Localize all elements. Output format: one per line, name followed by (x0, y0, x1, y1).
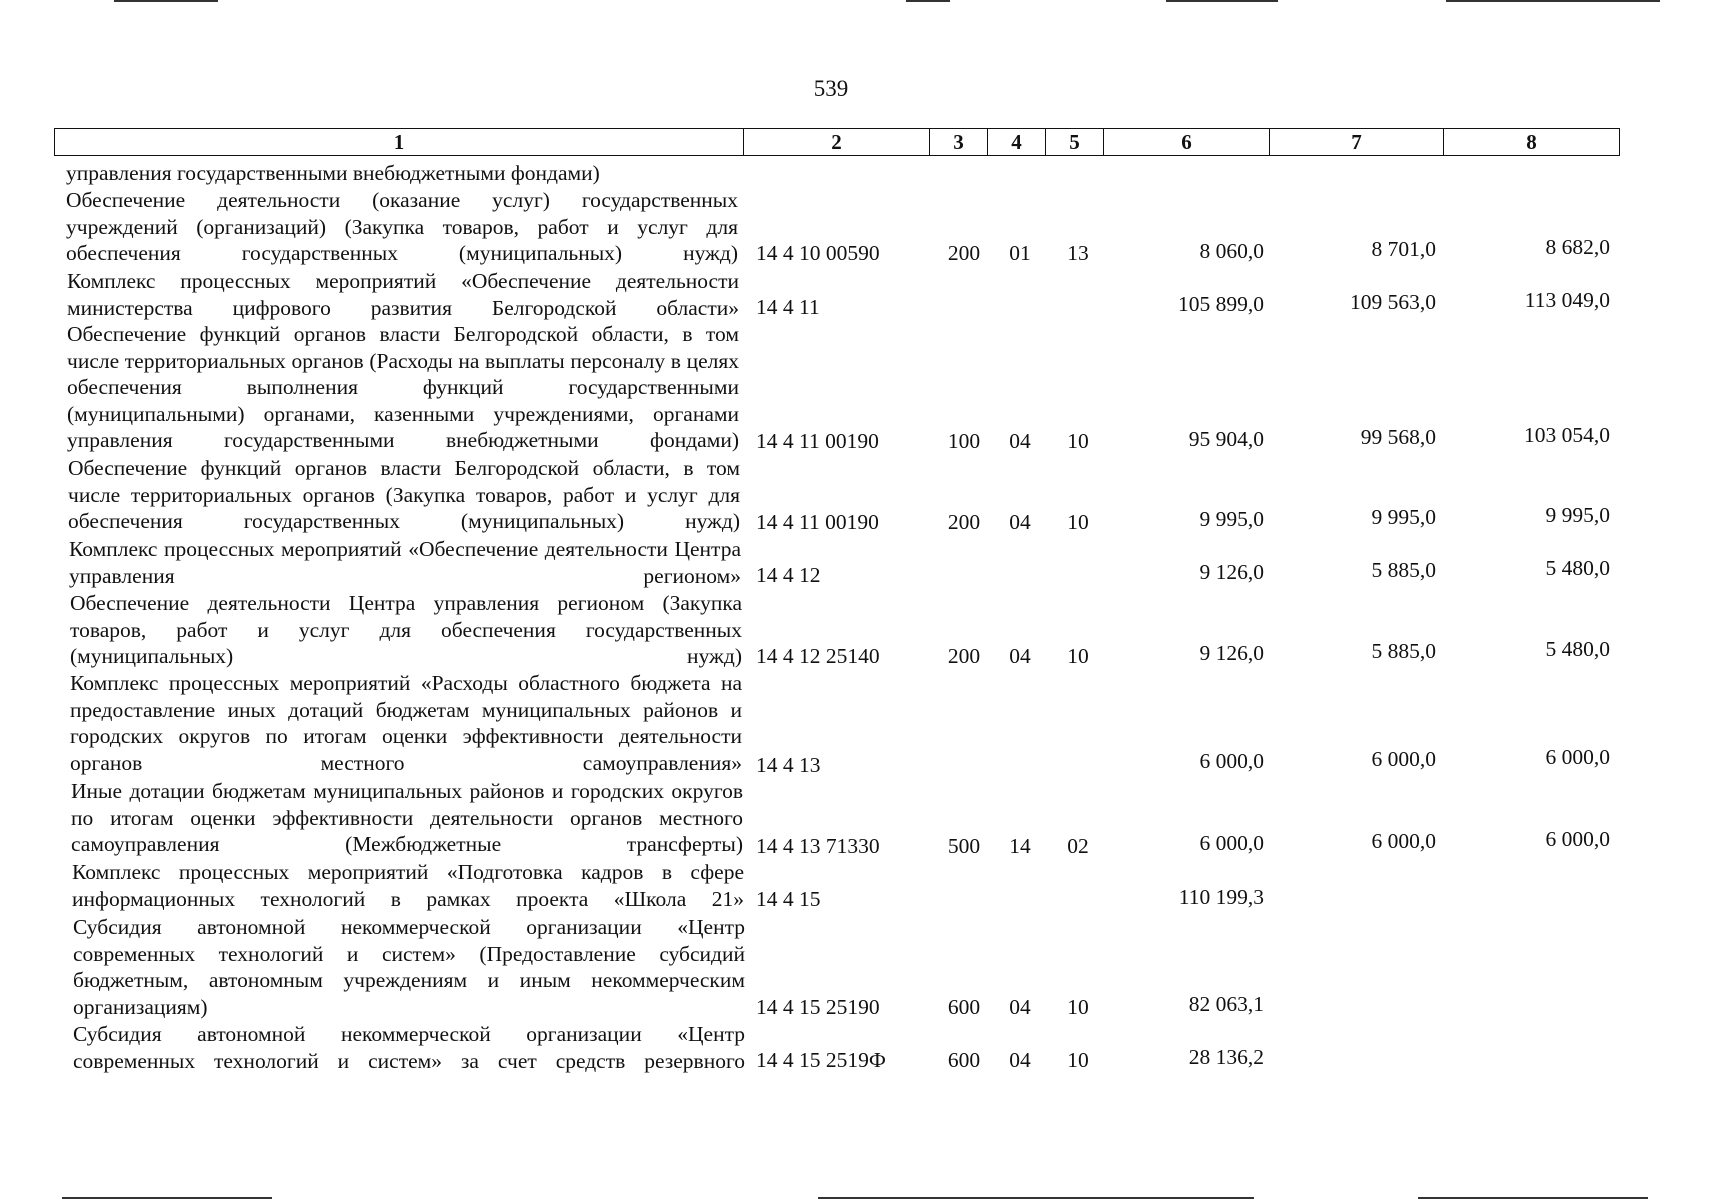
row-col-4: 04 (1009, 1048, 1031, 1072)
row-code: 14 4 10 00590 (756, 241, 880, 265)
row-value-col-7: 6 000,0 (1371, 747, 1436, 771)
row-value-col-6: 105 899,0 (1178, 292, 1264, 316)
row-description: Комплекс процессных мероприятий «Расходы областного бюджета на предоставление иных дотаций бюджетам муниципальных районов и городских округов по итогам оценки эффективности деятельности органов местного самоуправления» (70, 671, 742, 775)
header-col-5: 5 (1045, 129, 1103, 155)
row-description: Обеспечение деятельности (оказание услуг) государственных учреждений (организаций) (Закупка товаров, работ и услуг для обеспечения государственных (муниципальных) нужд) (66, 188, 738, 266)
page-number: 539 (813, 76, 849, 101)
row-value-col-7: 5 885,0 (1371, 639, 1436, 663)
row-col-5: 10 (1067, 429, 1089, 453)
header-col-7: 7 (1269, 129, 1443, 155)
scan-edge-line (906, 0, 950, 2)
scan-edge-line (62, 1197, 272, 1199)
row-col-5: 10 (1067, 510, 1089, 534)
scan-edge-line (1418, 1197, 1648, 1199)
row-value-col-7: 5 885,0 (1371, 558, 1436, 582)
row-value-col-7: 6 000,0 (1371, 829, 1436, 853)
row-value-col-6: 9 995,0 (1199, 507, 1264, 531)
row-value-col-8: 5 480,0 (1545, 637, 1610, 661)
header-col-6: 6 (1103, 129, 1269, 155)
row-col-5: 10 (1067, 995, 1089, 1019)
row-code: 14 4 15 (756, 887, 821, 911)
row-code: 14 4 13 (756, 753, 821, 777)
row-value-col-8: 6 000,0 (1545, 745, 1610, 769)
row-col-4: 04 (1009, 995, 1031, 1019)
row-col-3: 200 (947, 241, 981, 265)
row-code: 14 4 13 71330 (756, 834, 880, 858)
row-col-4: 04 (1009, 644, 1031, 668)
row-value-col-6: 6 000,0 (1199, 749, 1264, 773)
row-value-col-8: 6 000,0 (1545, 827, 1610, 851)
row-value-col-7: 109 563,0 (1350, 290, 1436, 314)
row-description: Иные дотации бюджетам муниципальных районов и городских округов по итогам оценки эффективности деятельности органов местного самоуправления (Межбюджетные трансферты) (71, 779, 743, 857)
row-description: Комплекс процессных мероприятий «Обеспечение деятельности министерства цифрового развития Белгородской области» (67, 269, 739, 320)
row-description: Субсидия автономной некоммерческой организации «Центр современных технологий и систем» (Предоставление субсидий бюджетным, автономным учреждениям и иным некоммерческим организациям) (73, 915, 745, 1019)
scan-edge-line (1446, 0, 1660, 2)
row-col-3: 200 (947, 644, 981, 668)
scan-edge-line (818, 1197, 1254, 1199)
row-value-col-7: 9 995,0 (1371, 505, 1436, 529)
row-col-3: 100 (947, 429, 981, 453)
row-value-col-7: 99 568,0 (1360, 425, 1436, 449)
row-description: Обеспечение функций органов власти Белгородской области, в том числе территориальных органов (Расходы на выплаты персоналу в целях обеспечения выполнения функций государственными (муниципальными) органами, казенными учреждениями, органами управления государственными внебюджетными фондами) (67, 322, 739, 453)
header-col-4: 4 (987, 129, 1045, 155)
row-value-col-6: 82 063,1 (1188, 992, 1264, 1016)
header-col-3: 3 (929, 129, 987, 155)
row-code: 14 4 15 2519Ф (756, 1048, 886, 1072)
row-description: Субсидия автономной некоммерческой организации «Центр современных технологий и систем» за счет средств резервного (73, 1022, 745, 1073)
row-value-col-8: 8 682,0 (1545, 235, 1610, 259)
row-col-4: 04 (1009, 429, 1031, 453)
row-description: управления государственными внебюджетными фондами) (66, 161, 600, 185)
row-value-col-6: 28 136,2 (1188, 1045, 1264, 1069)
header-col-1: 1 (393, 130, 405, 154)
row-code: 14 4 12 25140 (756, 644, 880, 668)
row-code: 14 4 11 00190 (756, 510, 879, 534)
row-value-col-8: 9 995,0 (1545, 503, 1610, 527)
row-value-col-6: 110 199,3 (1178, 885, 1264, 909)
row-col-4: 01 (1009, 241, 1031, 265)
scan-edge-line (1166, 0, 1278, 2)
row-col-5: 02 (1067, 834, 1089, 858)
row-value-col-6: 9 126,0 (1199, 560, 1264, 584)
row-col-5: 10 (1067, 644, 1089, 668)
row-col-5: 10 (1067, 1048, 1089, 1072)
row-value-col-8: 5 480,0 (1545, 556, 1610, 580)
row-code: 14 4 11 00190 (756, 429, 879, 453)
row-description: Обеспечение функций органов власти Белгородской области, в том числе территориальных органов (Закупка товаров, работ и услуг для обеспечения государственных (муниципальных) нужд) (68, 456, 740, 534)
row-description: Комплекс процессных мероприятий «Обеспечение деятельности Центра управления регионом» (69, 537, 741, 588)
row-value-col-8: 103 054,0 (1524, 423, 1610, 447)
table-header (54, 128, 1620, 156)
row-code: 14 4 15 25190 (756, 995, 880, 1019)
header-col-2: 2 (743, 129, 929, 155)
row-value-col-6: 95 904,0 (1188, 427, 1264, 451)
row-col-3: 500 (947, 834, 981, 858)
row-value-col-6: 6 000,0 (1199, 831, 1264, 855)
row-col-3: 600 (947, 995, 981, 1019)
row-code: 14 4 11 (756, 295, 820, 319)
row-col-3: 200 (947, 510, 981, 534)
row-value-col-6: 8 060,0 (1199, 239, 1264, 263)
row-value-col-6: 9 126,0 (1199, 641, 1264, 665)
row-value-col-7: 8 701,0 (1371, 237, 1436, 261)
scan-edge-line (114, 0, 218, 2)
row-description: Комплекс процессных мероприятий «Подготовка кадров в сфере информационных технологий в рамках проекта «Школа 21» (72, 860, 744, 911)
header-col-8: 8 (1443, 129, 1619, 155)
row-col-4: 04 (1009, 510, 1031, 534)
row-code: 14 4 12 (756, 563, 821, 587)
row-col-4: 14 (1009, 834, 1031, 858)
row-col-5: 13 (1067, 241, 1089, 265)
row-value-col-8: 113 049,0 (1524, 288, 1610, 312)
row-description: Обеспечение деятельности Центра управления регионом (Закупка товаров, работ и услуг для обеспечения государственных (муниципальных) нужд) (70, 591, 742, 669)
row-col-3: 600 (947, 1048, 981, 1072)
